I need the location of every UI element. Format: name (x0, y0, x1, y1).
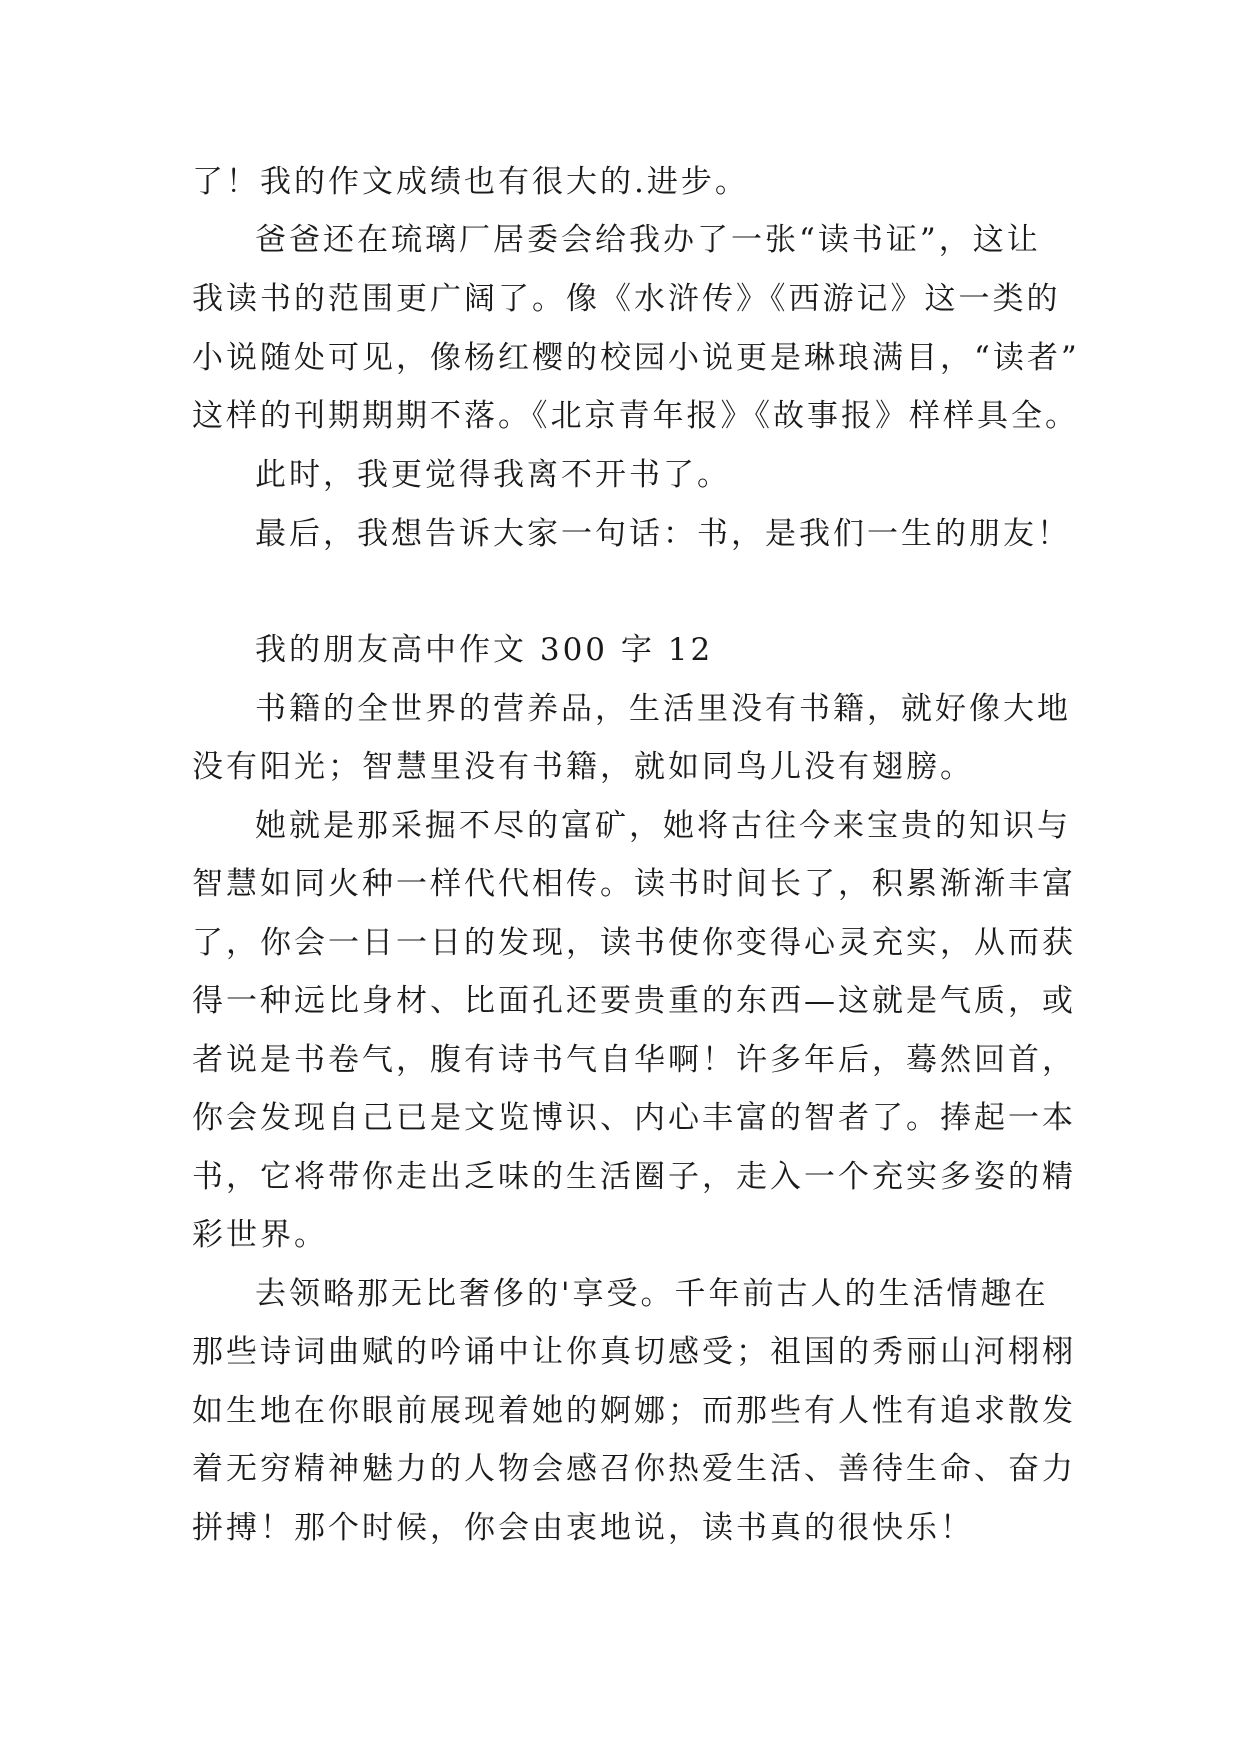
text-line: 我读书的范围更广阔了。像《水浒传》《西游记》这一类的 (192, 281, 1061, 317)
text-line: 彩世界。 (192, 1217, 328, 1253)
section-title: 我的朋友高中作文 300 字 12 (255, 632, 714, 668)
text-line: 你会发现自己已是文览博识、内心丰富的智者了。捧起一本 (192, 1100, 1076, 1136)
text-line: 没有阳光；智慧里没有书籍，就如同鸟儿没有翅膀。 (192, 749, 974, 785)
text-line: 这样的刊期期期不落。《北京青年报》《故事报》样样具全。 (192, 398, 1079, 434)
text-line: 者说是书卷气，腹有诗书气自华啊！许多年后，蓦然回首， (192, 1042, 1076, 1078)
text-line: 爸爸还在琉璃厂居委会给我办了一张“读书证”，这让 (255, 222, 1041, 258)
text-line: 智慧如同火种一样代代相传。读书时间长了，积累渐渐丰富 (192, 866, 1076, 902)
text-line: 了！我的作文成绩也有很大的.进步。 (192, 164, 749, 200)
text-line: 拼搏！那个时候，你会由衷地说，读书真的很快乐！ (192, 1510, 974, 1546)
text-line: 她就是那采掘不尽的富矿，她将古往今来宝贵的知识与 (255, 808, 1071, 844)
text-line: 此时，我更觉得我离不开书了。 (255, 457, 731, 493)
text-line: 书，它将带你走出乏味的生活圈子，走入一个充实多姿的精 (192, 1159, 1076, 1195)
text-line: 了，你会一日一日的发现，读书使你变得心灵充实，从而获 (192, 925, 1076, 961)
text-line: 去领略那无比奢侈的'享受。千年前古人的生活情趣在 (255, 1276, 1049, 1312)
text-line: 得一种远比身材、比面孔还要贵重的东西—这就是气质，或 (192, 983, 1076, 1019)
text-line: 那些诗词曲赋的吟诵中让你真切感受；祖国的秀丽山河栩栩 (192, 1334, 1076, 1370)
text-line: 着无穷精神魅力的人物会感召你热爱生活、善待生命、奋力 (192, 1451, 1076, 1487)
text-line: 书籍的全世界的营养品，生活里没有书籍，就好像大地 (255, 691, 1071, 727)
text-line: 如生地在你眼前展现着她的婀娜；而那些有人性有追求散发 (192, 1393, 1076, 1429)
text-line: 小说随处可见，像杨红樱的校园小说更是琳琅满目，“读者” (192, 340, 1080, 376)
text-line: 最后，我想告诉大家一句话：书，是我们一生的朋友！ (255, 516, 1071, 552)
